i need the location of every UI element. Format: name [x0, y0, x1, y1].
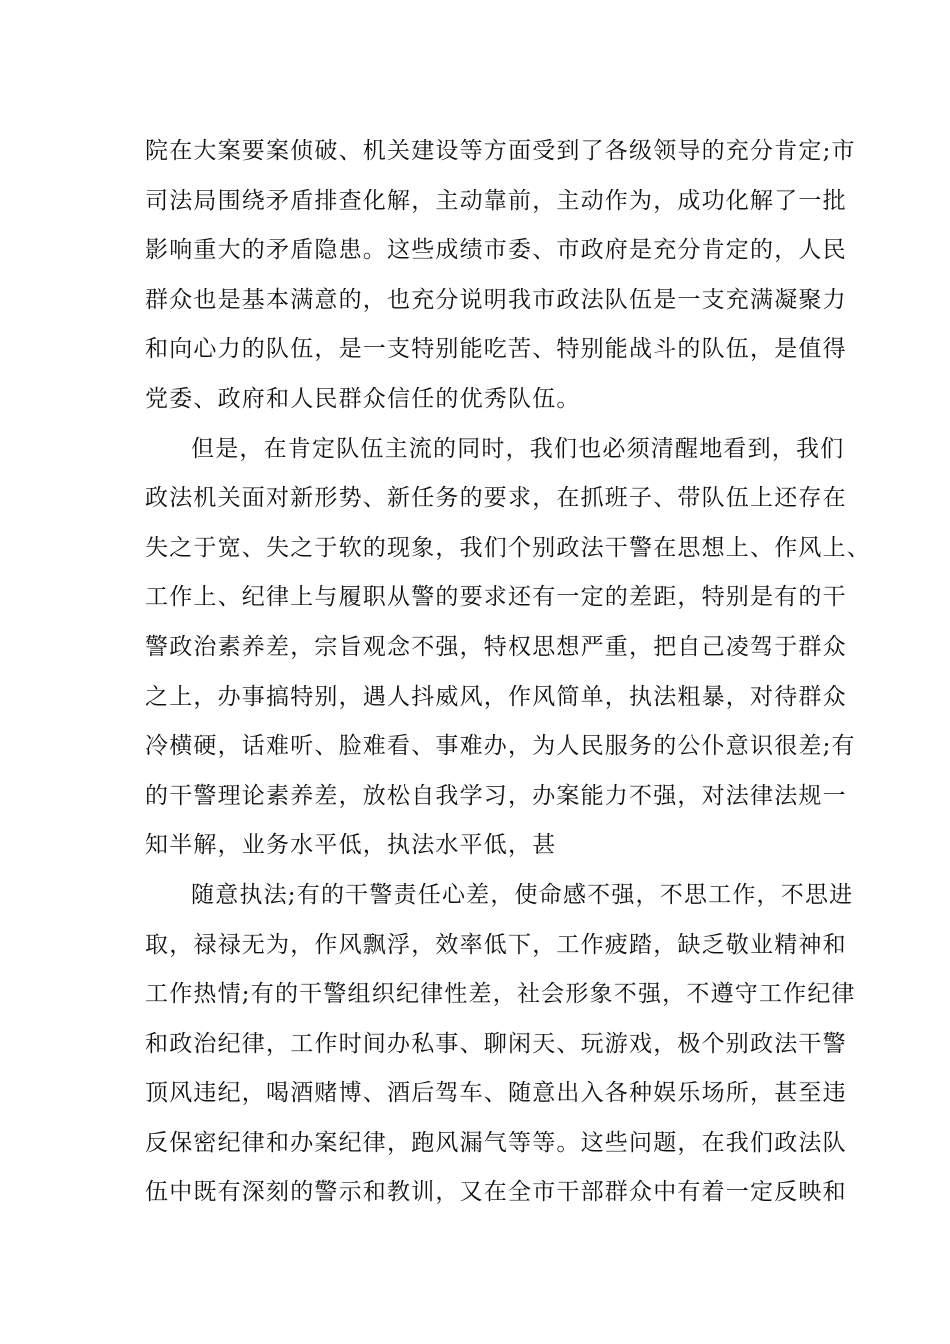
text-line: 但是，在肯定队伍主流的同时，我们也必须清醒地看到，我们	[191, 435, 845, 462]
paragraph-1	[145, 127, 856, 425]
text-line: 伍中既有深刻的警示和教训，又在全市干部群众中有着一定反映和	[145, 1179, 847, 1206]
text-line: 随意执法;有的干警责任心差，使命感不强，不思工作，不思进	[191, 881, 854, 908]
text-line: 群众也是基本满意的，也充分说明我市政法队伍是一支充满凝聚力	[145, 286, 847, 313]
text-line: 和政治纪律，工作时间办私事、聊闲天、玩游戏，极个别政法干警	[145, 1030, 847, 1057]
paragraph-2	[145, 425, 871, 871]
text-line: 工作上、纪律上与履职从警的要求还有一定的差距，特别是有的干	[145, 584, 847, 611]
text-line: 司法局围绕矛盾排查化解，主动靠前，主动作为，成功化解了一批	[145, 187, 847, 214]
text-line: 和向心力的队伍，是一支特别能吃苦、特别能战斗的队伍，是值得	[145, 336, 847, 363]
text-line: 之上，办事搞特别，遇人抖威风，作风简单，执法粗暴，对待群众	[145, 683, 847, 710]
text-line: 取，禄禄无为，作风飘浮，效率低下，工作疲踏，缺乏敬业精神和	[145, 931, 847, 958]
paragraph-3	[145, 871, 856, 1218]
document-body	[145, 127, 871, 1218]
text-line: 工作热情;有的干警组织纪律性差，社会形象不强，不遵守工作纪律	[145, 981, 856, 1008]
text-line: 警政治素养差，宗旨观念不强，特权思想严重，把自己凌驾于群众	[145, 633, 847, 660]
text-line: 党委、政府和人民群众信任的优秀队伍。	[145, 385, 581, 412]
text-line: 反保密纪律和办案纪律，跑风漏气等等。这些问题，在我们政法队	[145, 1129, 847, 1156]
text-line: 冷横硬，话难听、脸难看、事难办，为人民服务的公仆意识很差;有	[145, 733, 856, 760]
text-line: 院在大案要案侦破、机关建设等方面受到了各级领导的充分肯定;市	[145, 138, 856, 164]
text-line: 顶风违纪，喝酒赌博、酒后驾车、随意出入各种娱乐场所，甚至违	[145, 1080, 847, 1107]
text-line: 政法机关面对新形势、新任务的要求，在抓班子、带队伍上还存在	[145, 485, 847, 512]
text-line: 的干警理论素养差，放松自我学习，办案能力不强，对法律法规一	[145, 782, 847, 809]
text-line: 影响重大的矛盾隐患。这些成绩市委、市政府是充分肯定的，人民	[145, 237, 847, 264]
text-line: 知半解，业务水平低，执法水平低，甚	[145, 832, 557, 859]
text-line: 失之于宽、失之于软的现象，我们个别政法干警在思想上、作风上、	[145, 534, 871, 561]
